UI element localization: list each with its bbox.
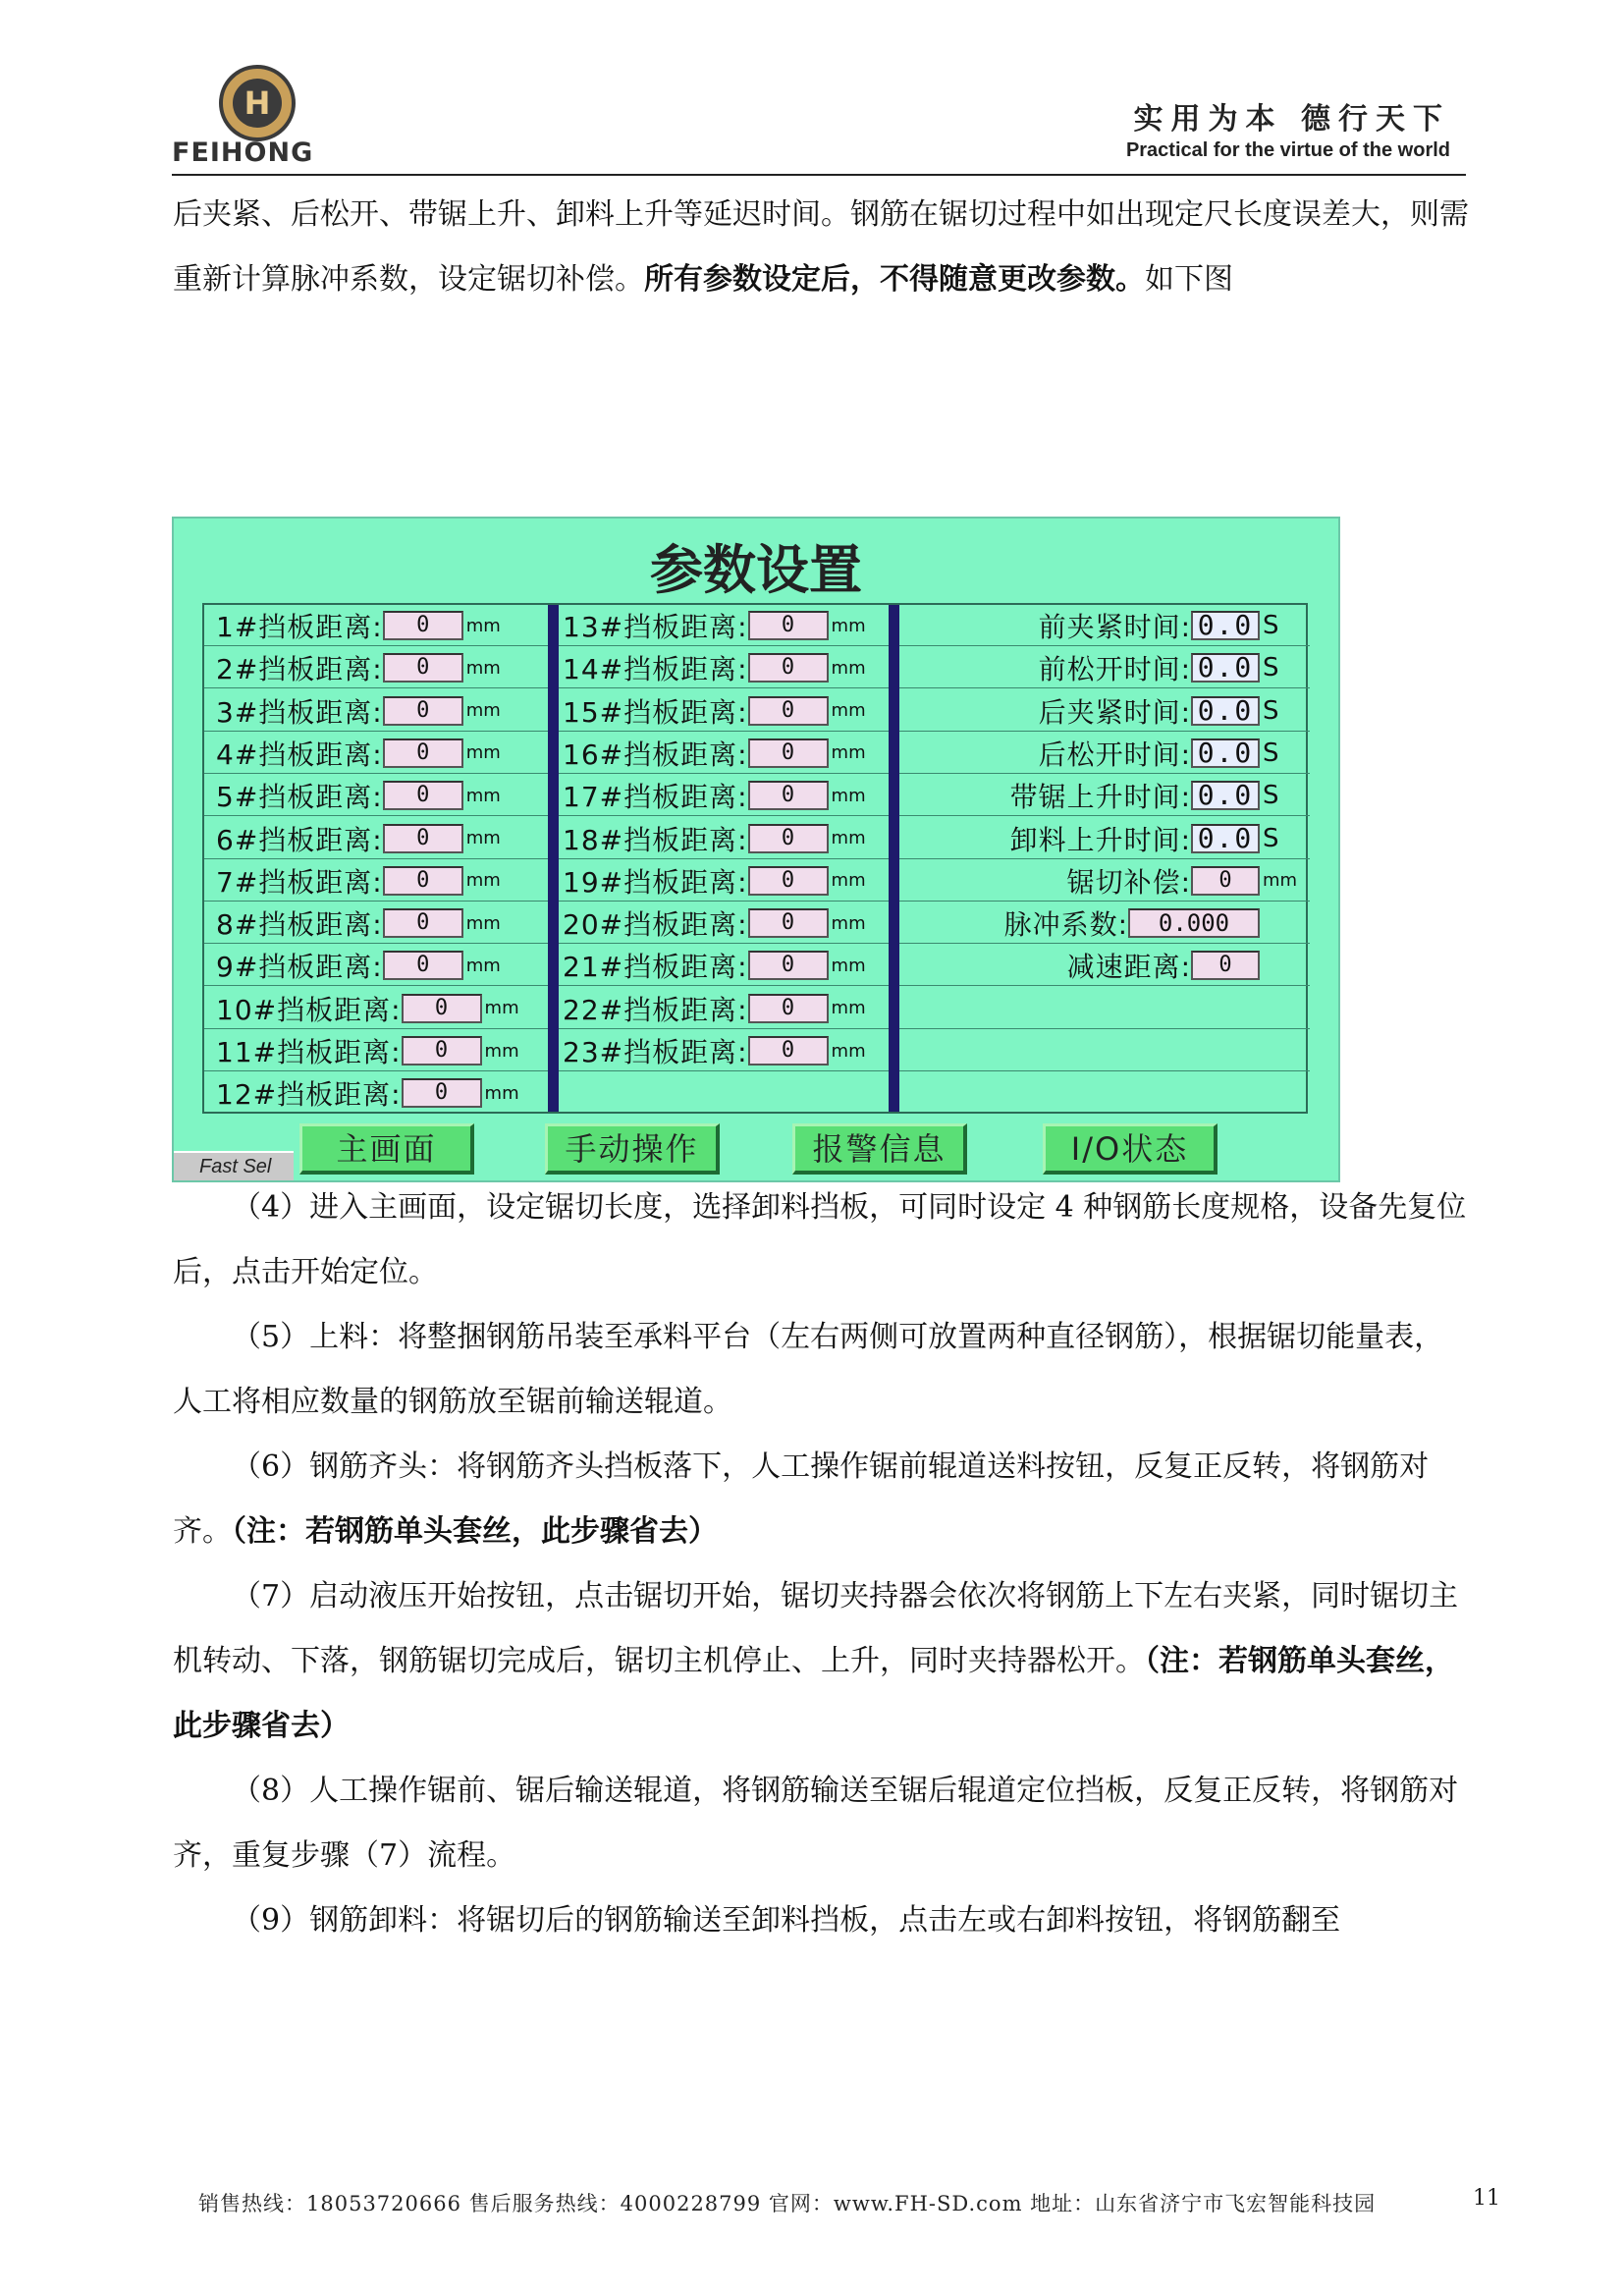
grid-row	[204, 860, 548, 902]
parameter-cell	[216, 818, 501, 859]
parameter-value-input[interactable]: 0	[748, 653, 829, 683]
manual-operation-button[interactable]: 手动操作	[545, 1123, 720, 1175]
parameter-cell	[563, 1030, 866, 1071]
grid-row	[899, 860, 1310, 902]
parameter-label: 12#挡板距离:	[216, 1078, 402, 1112]
unit-label: mm	[484, 1082, 519, 1104]
paragraph-intro	[173, 183, 1469, 312]
unit-label: mm	[1263, 870, 1298, 892]
parameter-label: 17#挡板距离:	[563, 781, 748, 814]
logo-letter: H	[233, 79, 282, 128]
parameter-cell	[895, 860, 1306, 902]
paragraph-text: 后夹紧、后松开、带锯上升、卸料上升等延迟时间。钢筋在锯切过程中如出现定尺长度误差大，则需重新计算脉冲系数，设定锯切补偿。	[173, 197, 1469, 297]
parameter-grid	[202, 603, 1308, 1114]
parameter-value-input[interactable]: 0	[1191, 951, 1260, 980]
parameter-label: 21#挡板距离:	[563, 951, 748, 984]
grid-row	[559, 818, 889, 859]
parameter-label: 7#挡板距离:	[216, 865, 383, 899]
parameter-label: 13#挡板距离:	[563, 611, 748, 643]
unit-label: mm	[831, 615, 866, 636]
parameter-value-input[interactable]: 0	[748, 738, 829, 768]
parameter-value-input[interactable]: 0	[748, 781, 829, 810]
grid-row	[899, 1072, 1310, 1114]
parameter-value-input[interactable]: 0	[383, 738, 463, 768]
parameter-label: 9#挡板距离:	[216, 951, 383, 984]
unit-label: mm	[465, 912, 501, 934]
parameter-value-input[interactable]: 0	[748, 908, 829, 938]
parameter-value-input[interactable]: 0	[383, 653, 463, 683]
grid-row	[204, 1072, 548, 1114]
parameter-label: 后夹紧时间:	[1038, 695, 1191, 729]
parameter-value-input[interactable]: 0.0	[1191, 738, 1260, 768]
slogan: 实用为本 德行天下	[1133, 102, 1450, 137]
parameter-cell	[563, 860, 866, 902]
grid-row	[559, 1072, 889, 1114]
grid-row	[559, 647, 889, 688]
parameter-cell	[895, 690, 1306, 732]
parameter-cell	[895, 647, 1306, 688]
parameter-label: 6#挡板距离:	[216, 823, 383, 856]
grid-row	[899, 733, 1310, 774]
parameter-value-input[interactable]: 0	[748, 866, 829, 896]
logo-text: FEIHONG	[172, 137, 314, 168]
paragraph-step-9: （9）钢筋卸料：将锯切后的钢筋输送至卸料挡板，点击左或右卸料按钮，将钢筋翻至	[232, 1903, 1341, 1938]
main-screen-button[interactable]: 主画面	[299, 1123, 474, 1175]
parameter-cell	[895, 733, 1306, 774]
paragraph-text: （6）钢筋齐头：将钢筋齐头挡板落下，人工操作锯前辊道送料按钮，反复正反转，将钢筋对齐。	[173, 1449, 1430, 1549]
grid-row	[204, 647, 548, 688]
grid-row	[899, 647, 1310, 688]
unit-label: mm	[831, 700, 866, 722]
grid-row	[559, 860, 889, 902]
parameter-label: 10#挡板距离:	[216, 993, 402, 1026]
grid-row	[204, 902, 548, 944]
bold-note: （注：若钢筋单头套丝，此步骤省去）	[232, 1514, 718, 1549]
parameter-label: 23#挡板距离:	[563, 1036, 748, 1068]
unit-label: mm	[465, 700, 501, 722]
grid-row	[899, 818, 1310, 859]
footer-contact: 销售热线：18053720666 售后服务热线：4000228799 官网：www.FH-SD.com 地址：山东省济宁市飞宏智能科技园	[198, 2192, 1377, 2215]
parameter-cell	[216, 902, 501, 944]
parameter-cell	[563, 690, 866, 732]
parameter-label: 卸料上升时间:	[1009, 823, 1191, 856]
unit-label: S	[1263, 738, 1279, 768]
grid-row	[204, 1030, 548, 1071]
parameter-value-input[interactable]: 0	[402, 1036, 482, 1066]
parameter-label: 3#挡板距离:	[216, 695, 383, 729]
parameter-cell	[563, 733, 866, 774]
parameter-cell	[895, 605, 1306, 646]
grid-row	[559, 1030, 889, 1071]
unit-label: mm	[465, 828, 501, 848]
unit-label: S	[1263, 823, 1279, 853]
grid-row	[899, 945, 1310, 986]
parameter-label: 11#挡板距离:	[216, 1036, 402, 1068]
grid-row	[899, 605, 1310, 646]
grid-row	[559, 945, 889, 986]
parameter-label: 带锯上升时间:	[1009, 781, 1191, 814]
parameter-value-input[interactable]: 0	[748, 994, 829, 1023]
parameter-label: 前夹紧时间:	[1038, 611, 1191, 643]
bold-warning: 所有参数设定后，不得随意更改参数。	[644, 262, 1145, 297]
parameter-value-input[interactable]: 0.0	[1191, 696, 1260, 726]
grid-row	[899, 690, 1310, 732]
unit-label: mm	[465, 657, 501, 679]
parameter-cell	[895, 818, 1306, 859]
slogan-english: Practical for the virtue of the world	[1125, 139, 1450, 161]
grid-row	[204, 945, 548, 986]
parameter-value-input[interactable]: 0	[383, 781, 463, 810]
unit-label: mm	[484, 1040, 519, 1062]
fast-select-button[interactable]: Fast Sel	[174, 1151, 294, 1180]
grid-row	[899, 988, 1310, 1029]
grid-row	[899, 1030, 1310, 1071]
parameter-value-input[interactable]: 0	[748, 696, 829, 726]
parameter-label: 后松开时间:	[1038, 738, 1191, 771]
parameter-value-input[interactable]: 0.0	[1191, 611, 1260, 640]
unit-label: mm	[831, 657, 866, 679]
unit-label: mm	[465, 615, 501, 636]
parameter-label: 8#挡板距离:	[216, 908, 383, 942]
unit-label: mm	[831, 828, 866, 848]
parameter-cell	[216, 945, 501, 986]
unit-label: mm	[831, 998, 866, 1019]
parameter-value-input[interactable]: 0	[383, 908, 463, 938]
parameter-value-input[interactable]: 0	[402, 1078, 482, 1108]
unit-label: mm	[465, 870, 501, 892]
parameter-value-input[interactable]: 0	[383, 866, 463, 896]
unit-label: mm	[484, 998, 519, 1019]
parameter-value-input[interactable]: 0.0	[1191, 781, 1260, 810]
grid-row	[204, 818, 548, 859]
grid-row	[899, 902, 1310, 944]
unit-label: mm	[831, 870, 866, 892]
header-divider	[172, 174, 1466, 176]
parameter-cell	[563, 775, 866, 816]
parameter-cell	[895, 902, 1306, 944]
parameter-value-input[interactable]: 0	[383, 696, 463, 726]
parameter-label: 16#挡板距离:	[563, 738, 748, 771]
hmi-title: 参数设置	[650, 539, 862, 601]
parameter-label: 5#挡板距离:	[216, 781, 383, 814]
parameter-label: 2#挡板距离:	[216, 653, 383, 686]
unit-label: S	[1263, 653, 1279, 683]
unit-label: mm	[831, 742, 866, 764]
paragraph-step-7	[173, 1564, 1469, 1759]
unit-label: mm	[465, 955, 501, 976]
parameter-cell	[895, 775, 1306, 816]
grid-row	[559, 605, 889, 646]
parameter-cell	[216, 860, 501, 902]
parameter-cell	[563, 818, 866, 859]
grid-row	[204, 988, 548, 1029]
unit-label: mm	[831, 912, 866, 934]
parameter-cell	[563, 988, 866, 1029]
grid-row	[559, 733, 889, 774]
company-logo	[167, 61, 314, 169]
grid-row	[559, 690, 889, 732]
grid-row	[899, 775, 1310, 816]
grid-row	[204, 733, 548, 774]
unit-label: mm	[831, 955, 866, 976]
paragraph-step-8: （8）人工操作锯前、锯后输送辊道，将钢筋输送至锯后辊道定位挡板，反复正反转，将钢筋对齐，重复步骤（7）流程。	[173, 1774, 1459, 1873]
parameter-label: 20#挡板距离:	[563, 908, 748, 942]
parameter-cell	[216, 605, 501, 646]
parameter-cell	[895, 945, 1306, 986]
paragraph-step-5: （5）上料：将整捆钢筋吊装至承料平台（左右两侧可放置两种直径钢筋），根据锯切能量表，人工将相应数量的钢筋放至锯前输送辊道。	[173, 1320, 1444, 1419]
parameter-cell	[216, 1030, 519, 1071]
parameter-cell	[563, 647, 866, 688]
parameter-cell	[216, 690, 501, 732]
parameter-value-input[interactable]: 0	[383, 611, 463, 640]
parameter-cell	[563, 945, 866, 986]
parameter-cell	[563, 902, 866, 944]
parameter-value-input[interactable]: 0.0	[1191, 653, 1260, 683]
parameter-cell	[216, 988, 519, 1029]
grid-row	[204, 775, 548, 816]
hmi-parameter-screen	[172, 517, 1340, 1182]
unit-label: S	[1263, 781, 1279, 811]
parameter-cell	[216, 775, 501, 816]
parameter-label: 1#挡板距离:	[216, 611, 383, 643]
grid-row	[204, 605, 548, 646]
parameter-value-input[interactable]: 0.000	[1128, 908, 1260, 938]
parameter-label: 锯切补偿:	[1066, 865, 1191, 899]
parameter-value-input[interactable]: 0	[748, 611, 829, 640]
logo-emblem	[219, 65, 296, 141]
parameter-label: 前松开时间:	[1038, 653, 1191, 686]
parameter-label: 18#挡板距离:	[563, 823, 748, 856]
page-number: 11	[1473, 2186, 1500, 2211]
alarm-info-button[interactable]: 报警信息	[792, 1123, 967, 1175]
paragraph-text: （7）启动液压开始按钮，点击锯切开始，锯切夹持器会依次将钢筋上下左右夹紧，同时锯切主机转动、下落，钢筋锯切完成后，锯切主机停止、上升，同时夹持器松开。	[173, 1579, 1459, 1678]
parameter-value-input[interactable]: 0	[748, 824, 829, 853]
unit-label: S	[1263, 695, 1279, 726]
paragraph-step-4: （4）进入主画面，设定锯切长度，选择卸料挡板，可同时设定 4 种钢筋长度规格，设备先复位后，点击开始定位。	[173, 1190, 1467, 1289]
unit-label: mm	[465, 742, 501, 764]
column-divider	[548, 605, 559, 1112]
paragraph-step-6	[173, 1435, 1469, 1564]
parameter-label: 脉冲系数:	[1003, 908, 1128, 942]
unit-label: mm	[831, 785, 866, 806]
parameter-value-input[interactable]: 0	[402, 994, 482, 1023]
parameter-value-input[interactable]: 0	[748, 1036, 829, 1066]
parameter-label: 4#挡板距离:	[216, 738, 383, 771]
parameter-value-input[interactable]: 0	[383, 951, 463, 980]
io-status-button[interactable]: I/O状态	[1043, 1123, 1217, 1175]
unit-label: mm	[465, 785, 501, 806]
parameter-value-input[interactable]: 0	[748, 951, 829, 980]
grid-row	[559, 775, 889, 816]
parameter-cell	[216, 647, 501, 688]
parameter-label: 22#挡板距离:	[563, 993, 748, 1026]
parameter-value-input[interactable]: 0.0	[1191, 824, 1260, 853]
parameter-label: 19#挡板距离:	[563, 865, 748, 899]
parameter-cell	[216, 733, 501, 774]
paragraph-tail: 如下图	[1145, 262, 1233, 297]
parameter-value-input[interactable]: 0	[383, 824, 463, 853]
parameter-label: 15#挡板距离:	[563, 695, 748, 729]
bold-note: （注：若钢筋单头套丝，此步骤省去）	[173, 1644, 1454, 1743]
parameter-value-input[interactable]: 0	[1191, 866, 1260, 896]
parameter-cell	[563, 605, 866, 646]
parameter-label: 14#挡板距离:	[563, 653, 748, 686]
parameter-cell	[216, 1072, 519, 1114]
unit-label: S	[1263, 611, 1279, 640]
grid-row	[559, 902, 889, 944]
grid-row	[559, 988, 889, 1029]
unit-label: mm	[831, 1040, 866, 1062]
grid-row	[204, 690, 548, 732]
parameter-label: 减速距离:	[1066, 951, 1191, 984]
